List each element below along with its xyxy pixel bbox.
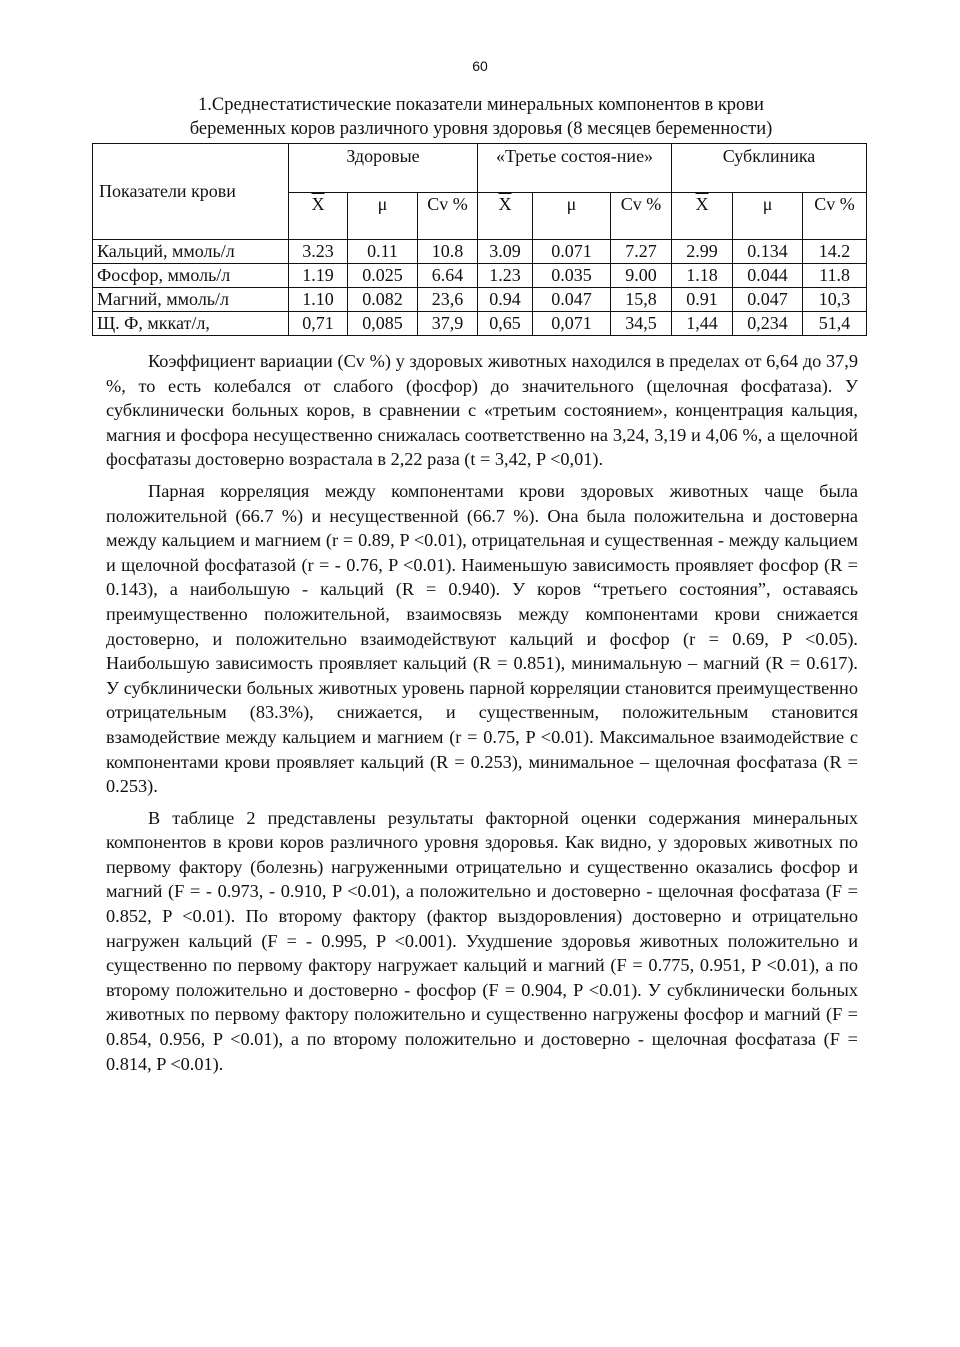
subheader-mean: $\overline{X}$ — [289, 193, 348, 240]
table-cell: 1.18 — [672, 264, 733, 288]
table-cell: 23,6 — [418, 288, 478, 312]
table-cell: 7.27 — [611, 240, 672, 264]
row-label: Магний, ммоль/л — [93, 288, 289, 312]
table-cell: 0.025 — [348, 264, 418, 288]
table-cell: 0.134 — [733, 240, 803, 264]
row-header: Показатели крови — [93, 144, 289, 240]
row-label: Кальций, ммоль/л — [93, 240, 289, 264]
table-cell: 6.64 — [418, 264, 478, 288]
table-cell: 9.00 — [611, 264, 672, 288]
table-cell: 0.047 — [533, 288, 611, 312]
table-row-phosphorus — [93, 264, 867, 288]
table-header-row-groups — [93, 144, 867, 193]
table-cell: 0.047 — [733, 288, 803, 312]
subheader-mean: $\overline{X}$ — [672, 193, 733, 240]
table-cell: 3.09 — [478, 240, 533, 264]
table-cell: 0.11 — [348, 240, 418, 264]
table-cell: 0.94 — [478, 288, 533, 312]
table-caption-line-1: 1.Среднестатистические показатели минеральных компонентов в крови — [198, 95, 764, 115]
table-cell: 1.19 — [289, 264, 348, 288]
table-cell: 1.23 — [478, 264, 533, 288]
table-cell: 51,4 — [803, 312, 867, 336]
table-cell: 0.035 — [533, 264, 611, 288]
table-cell: 37,9 — [418, 312, 478, 336]
table-cell: 0,71 — [289, 312, 348, 336]
table-cell: 0.044 — [733, 264, 803, 288]
group-header-subclinical: Субклиника — [672, 144, 867, 193]
table-cell: 10.8 — [418, 240, 478, 264]
table-cell: 0,071 — [533, 312, 611, 336]
subheader-error: μ — [733, 193, 803, 240]
paragraph-variation: Коэффициент вариации (Cv %) у здоровых животных находился в пределах от 6,64 до 37,9 %, то есть колебался от слабого (фосфор) до значительного (щелочная фосфатаза). У субклинически больных коров, в сравнении с «третьим состоянием», концентрация кальция, магния и фосфора несущественно снижалась соответственно на 3,24, 3,19 и 4,06 %, а щелочной фосфатазы достоверно возрастала в 2,22 раза (t = 3,42, P <0,01). — [106, 351, 858, 470]
page-number: 60 — [472, 58, 488, 74]
mineral-components-table — [92, 143, 867, 336]
table-cell: 10,3 — [803, 288, 867, 312]
paragraph-correlation: Парная корреляция между компонентами крови здоровых животных чаще была положительной (66.7 %) и несущественной (66.7 %). Она была положительна и достоверна между кальцием и магнием (r = 0.89, P <0.01), отрицательная и существенная - между кальцием и щелочной фосфатазой (r = - 0.76, P <0.01). Наименьшую зависимость проявляет фосфор (R = 0.143), а наибольшую - кальций (R = 0.940). У коров “третьего состояния”, оставаясь преимущественно положительной, взаимосвязь между компонентами крови снижается достоверно, и положительно взаимодействуют кальций и фосфор (r = 0.69, P <0.05). Наибольшую зависимость проявляет кальций (R = 0.851), минимальную – магний (R = 0.617). У субклинически больных животных уровень парной корреляции становится преимущественно отрицательным (83.3%), снижается, и существенным, положительным становится взамодействие между кальцием и магнием (r = 0.75, P <0.01). Максимальное взаимодействие с компонентами крови проявляет кальций (R = 0.253), минимальное – щелочная фосфатаза (R = 0.253). — [106, 480, 858, 797]
row-label: Щ. Ф, мккат/л, — [93, 312, 289, 336]
table-cell: 2.99 — [672, 240, 733, 264]
subheader-cv: Cv % — [418, 193, 478, 240]
table-row-alkaline-phosphatase — [93, 312, 867, 336]
table-cell: 3.23 — [289, 240, 348, 264]
group-header-third-state: «Третье состоя-ние» — [478, 144, 672, 193]
table-cell: 0.082 — [348, 288, 418, 312]
table-cell: 0.071 — [533, 240, 611, 264]
subheader-mean: $\overline{X}$ — [478, 193, 533, 240]
table-cell: 0,085 — [348, 312, 418, 336]
table-cell: 1.10 — [289, 288, 348, 312]
table-row-magnesium — [93, 288, 867, 312]
table-cell: 11.8 — [803, 264, 867, 288]
subheader-error: μ — [533, 193, 611, 240]
table-caption-line-2: беременных коров различного уровня здоровья (8 месяцев беременности) — [189, 119, 773, 139]
table-cell: 34,5 — [611, 312, 672, 336]
table-cell: 0,234 — [733, 312, 803, 336]
table-cell: 0.91 — [672, 288, 733, 312]
group-header-healthy: Здоровые — [289, 144, 478, 193]
paragraph-factor-analysis: В таблице 2 представлены результаты факторной оценки содержания минеральных компонентов в крови коров различного уровня здоровья. Как видно, у здоровых животных по первому фактору (болезнь) нагруженными отрицательно и существенно оказались фосфор и магний (F = - 0.973, - 0.910, P <0.01), а положительно и достоверно - щелочная фосфатаза (F = 0.852, P <0.01). По второму фактору (фактор выздоровления) достоверно и отрицательно нагружен кальций (F = - 0.995, P <0.001). Ухудшение здоровья животных положительно и существенно по первому фактору нагружает кальций и магний (F = 0.775, 0.951, P <0.01), а по второму положительно и достоверно - фосфор (F = 0.904, P <0.01). У субклинически больных животных по первому фактору положительно и существенно нагружены фосфор и магний (F = 0.854, 0.956, P <0.01), а по второму положительно и достоверно - щелочная фосфатаза (F = 0.814, P <0.01). — [106, 807, 858, 1074]
subheader-error: μ — [348, 193, 418, 240]
table-cell: 1,44 — [672, 312, 733, 336]
table-cell: 15,8 — [611, 288, 672, 312]
table-row-calcium — [93, 240, 867, 264]
row-label: Фосфор, ммоль/л — [93, 264, 289, 288]
body-text — [106, 349, 858, 1083]
table-cell: 0,65 — [478, 312, 533, 336]
subheader-cv: Cv % — [611, 193, 672, 240]
table-cell: 14.2 — [803, 240, 867, 264]
table-caption — [96, 93, 866, 141]
subheader-cv: Cv % — [803, 193, 867, 240]
